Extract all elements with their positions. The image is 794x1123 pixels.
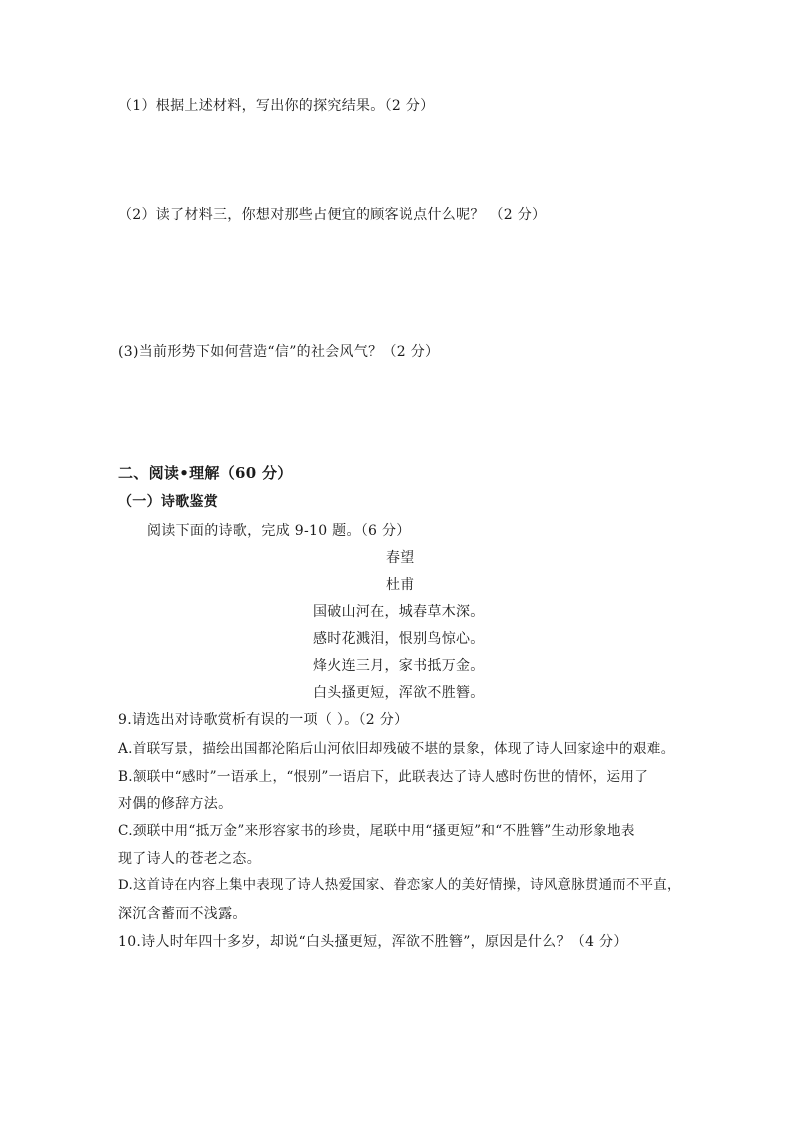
- poem-author: 杜甫: [386, 577, 415, 593]
- option-a: A.首联写景，描绘出国都沦陷后山河依旧却残破不堪的景象，体现了诗人回家途中的艰难。: [118, 741, 675, 757]
- section-heading: 二、阅读•理解（60 分）: [118, 464, 293, 482]
- question-10-stem: 10.诗人时年四十多岁，却说“白头搔更短，浑欲不胜簪”，原因是什么？（4 分）: [118, 934, 628, 950]
- question-1: （1）根据上述材料，写出你的探究结果。（2 分）: [118, 98, 435, 114]
- reading-instruction: 阅读下面的诗歌，完成 9-10 题。（6 分）: [147, 523, 411, 539]
- section-subheading: （一）诗歌鉴赏: [118, 494, 219, 510]
- option-d-continued: 深沉含蓄而不浅露。: [118, 906, 247, 922]
- option-b: B.颔联中“感时”一语承上，“恨别”一语启下，此联表达了诗人感时伤世的情怀，运用了: [118, 769, 649, 785]
- poem-title: 春望: [386, 550, 415, 566]
- question-9-stem: 9.请选出对诗歌赏析有误的一项（ ）。（2 分）: [118, 712, 409, 728]
- poem-line: 白头搔更短，浑欲不胜簪。: [313, 685, 485, 701]
- option-c-continued: 现了诗人的苍老之态。: [118, 851, 261, 867]
- question-3: (3)当前形势下如何营造“信”的社会风气？（2 分）: [118, 344, 440, 360]
- option-c: C.颈联中用“抵万金”来形容家书的珍贵，尾联中用“搔更短”和“不胜簪”生动形象地表: [118, 823, 635, 839]
- poem-line: 烽火连三月，家书抵万金。: [313, 658, 485, 674]
- poem-line: 国破山河在，城春草木深。: [313, 604, 485, 620]
- option-d: D.这首诗在内容上集中表现了诗人热爱国家、眷恋家人的美好情操，诗风意脉贯通而不平直，: [118, 878, 681, 893]
- poem-line: 感时花溅泪，恨别鸟惊心。: [313, 631, 485, 647]
- option-b-continued: 对偶的修辞方法。: [118, 796, 233, 812]
- question-2: （2）读了材料三，你想对那些占便宜的顾客说点什么呢？ （2 分）: [118, 207, 547, 223]
